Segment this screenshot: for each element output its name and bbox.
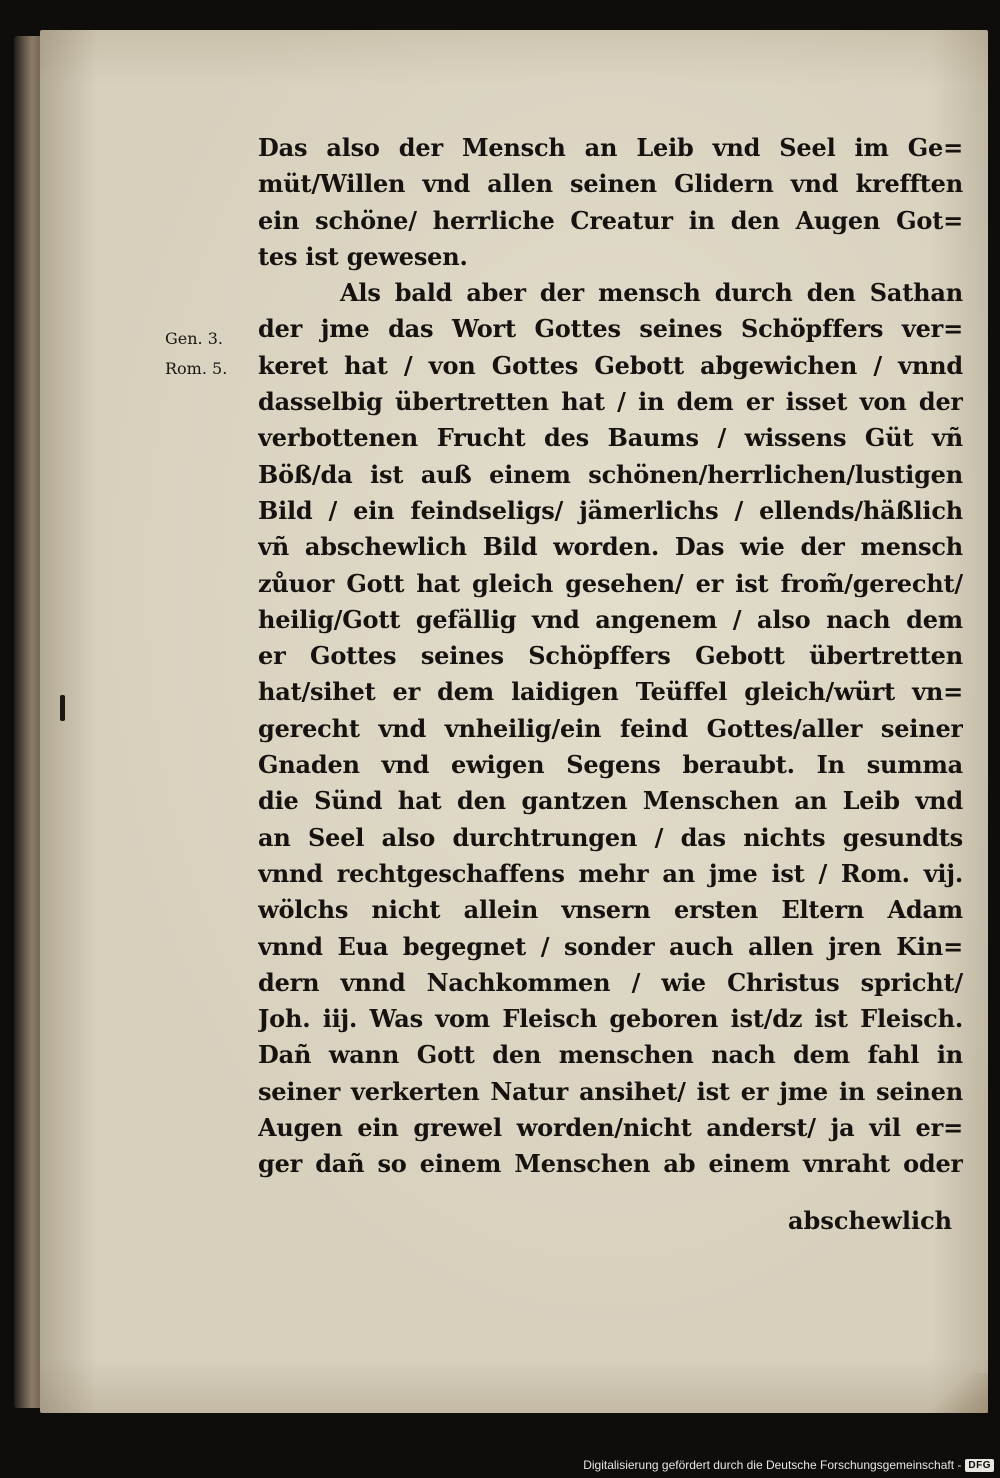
text-line: vñ abschewlich Bild worden. Das wie der mensch: [258, 532, 963, 562]
text-line: ger dañ so einem Menschen ab einem vnraht oder: [258, 1149, 963, 1179]
text-line: Joh. iij. Was vom Fleisch geboren ist/dz ist Fleisch.: [258, 1004, 963, 1034]
text-line: ein schöne/ herrliche Creatur in den Augen Got=: [258, 205, 963, 235]
credit-text: Digitalisierung gefördert durch die Deutsche Forschungsgemeinschaft -: [583, 1458, 962, 1472]
body-text: [258, 130, 963, 1183]
text-line: verbottenen Frucht des Baums / wissens Güt vñ: [258, 423, 963, 453]
text-line: hat/sihet er dem laidigen Teüffel gleich/würt vn=: [258, 677, 963, 707]
text-line: wölchs nicht allein vnsern ersten Eltern Adam: [258, 895, 963, 925]
binding-mark: [60, 695, 65, 721]
dfg-logo: DFG: [965, 1459, 994, 1472]
text-line: vnnd rechtgeschaffens mehr an jme ist / Rom. vij.: [258, 858, 963, 888]
text-line: Dañ wann Gott den menschen nach dem fahl in: [258, 1040, 963, 1070]
text-line: an Seel also durchtrungen / das nichts gesundts: [258, 822, 963, 852]
funding-credit: [583, 1458, 994, 1472]
text-line: die Sünd hat den gantzen Menschen an Leib vnd: [258, 786, 963, 816]
text-line: Das also der Mensch an Leib vnd Seel im Ge=: [258, 133, 963, 162]
text-line: vnnd Eua begegnet / sonder auch allen jren Kin=: [258, 931, 963, 961]
page-corner: [928, 1373, 988, 1413]
text-line: heilig/Gott gefällig vnd angenem / also nach dem: [258, 604, 963, 634]
text-line: gerecht vnd vnheilig/ein feind Gottes/aller seiner: [258, 713, 963, 743]
text-line: zůuor Gott hat gleich gesehen/ er ist from̃/gerecht/: [258, 568, 963, 598]
text-line: tes ist gewesen.: [258, 241, 468, 271]
marginal-note-genesis: Gen. 3.: [165, 329, 223, 348]
text-line: Augen ein grewel worden/nicht anderst/ ja vil er=: [258, 1113, 963, 1143]
text-line: dasselbig übertretten hat / in dem er isset von der: [258, 387, 963, 417]
text-line: Bild / ein feindseligs/ jämerlichs / ellends/häßlich: [258, 495, 963, 525]
text-line: dern vnnd Nachkommen / wie Christus spricht/: [258, 967, 963, 997]
catchword: abschewlich: [788, 1206, 953, 1235]
text-line: Als bald aber der mensch durch den Sathan: [340, 278, 963, 308]
text-line: Böß/da ist auß einem schönen/herrlichen/lustigen: [258, 459, 963, 489]
footer-bar: [0, 1413, 1000, 1478]
text-line: der jme das Wort Gottes seines Schöpffers ver=: [258, 314, 963, 344]
marginal-note-romans: Rom. 5.: [165, 359, 228, 378]
text-line: seiner verkerten Natur ansihet/ ist er jme in seinen: [258, 1076, 963, 1106]
text-line: Gnaden vnd ewigen Segens beraubt. In summa: [258, 750, 963, 780]
text-line: keret hat / von Gottes Gebott abgewichen / vnnd: [258, 350, 963, 380]
text-line: er Gottes seines Schöpffers Gebott übertretten: [258, 641, 963, 671]
text-line: müt/Willen vnd allen seinen Glidern vnd krefften: [258, 169, 963, 199]
marginal-notes: [165, 324, 227, 384]
